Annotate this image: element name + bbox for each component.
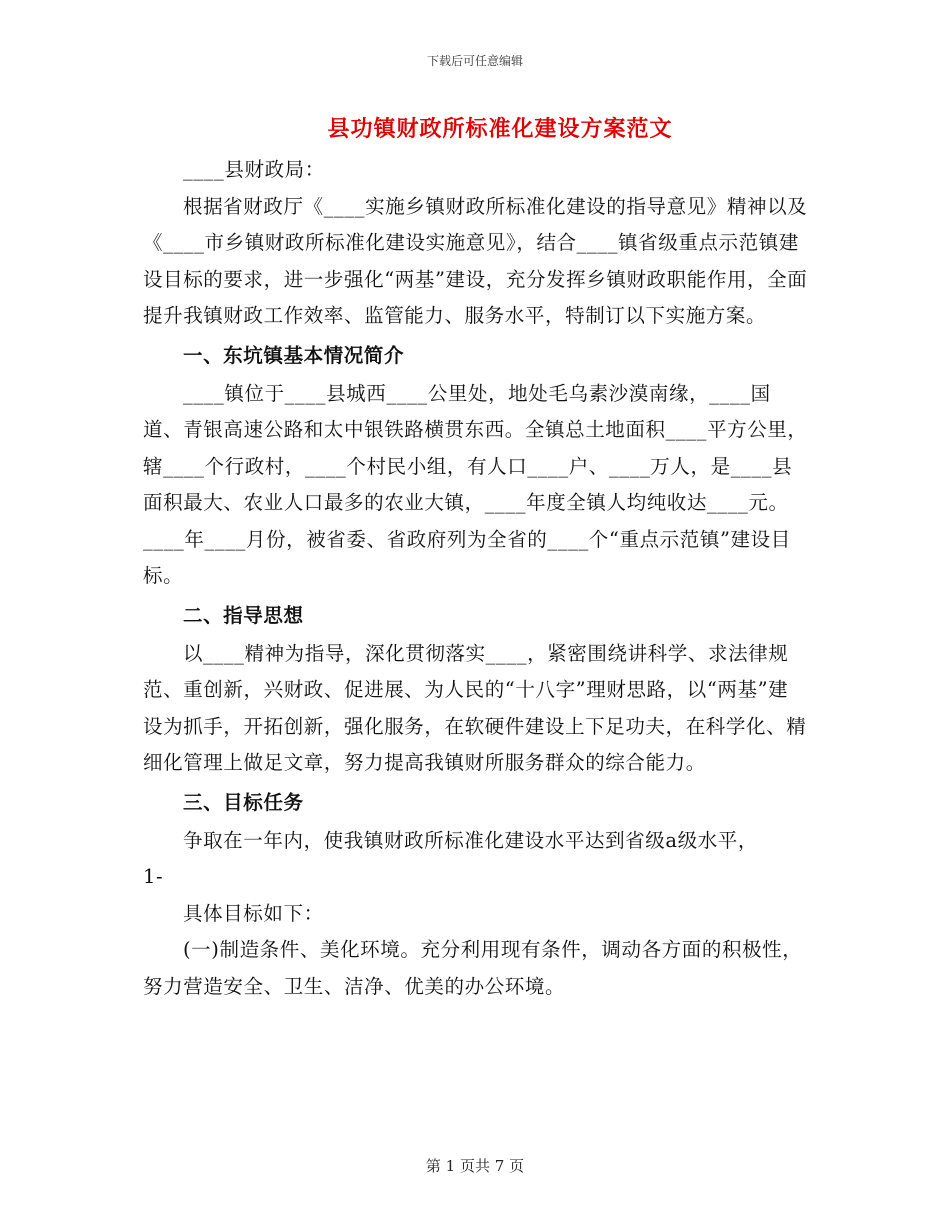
section-heading-1: 一、东坑镇基本情况简介 [182,343,405,367]
intro-paragraph: 根据省财政厅《____实施乡镇财政所标准化建设的指导意见》精神以及《____市乡镇财政所标准化建设实施意见》，结合____镇省级重点示范镇建设目标的要求，进一步强化“两基”建设，充分发挥乡镇财政职能作用，全面提升我镇财政工作效率、监管能力、服务水平，特制订以下实施方案。 [143,194,808,327]
salutation: ____县财政局： [182,158,325,181]
section-3-subtitle: 具体目标如下： [182,901,324,925]
section-3-item-1: (一)制造条件、美化环境。充分利用现有条件，调动各方面的积极性，努力营造安全、卫生、洁净、优美的办公环境。 [143,938,803,998]
section-2-paragraph: 以____精神为指导，深化贯彻落实____，紧密围绕讲科学、求法律规范、重创新，兴财政、促进展、为人民的“十八字”理财思路，以“两基”建设为抓手，开拓创新，强化服务，在软硬件建设上下足功夫，在科学化、精细化管理上做足文章，努力提高我镇财所服务群众的综合能力。 [143,641,807,774]
section-3-paragraph: 争取在一年内，使我镇财政所标准化建设水平达到省级a级水平， [182,828,758,852]
section-heading-2: 二、指导思想 [182,603,304,627]
page-header: 下载后可任意编辑 [426,54,523,68]
document-title: 县功镇财政所标准化建设方案范文 [327,116,673,142]
page-footer: 第 1 页共 7 页 [425,1157,525,1175]
section-1-paragraph: ____镇位于____县城西____公里处，地处毛乌素沙漠南缘，____国道、青银高速公路和太中银铁路横贯东西。全镇总土地面积____平方公里，辖____个行政村，____个村民小组，有人口____户、____万人，是____县面积最大、农业人口最多的农业大镇，____年度全镇人均纯收达____元。____年____月份，被省委、省政府列为全省的____个“重点示范镇”建设目标。 [143,381,808,587]
document-body [143,152,808,1005]
section-heading-3: 三、目标任务 [182,790,304,814]
page-marker: 1- [143,865,164,888]
